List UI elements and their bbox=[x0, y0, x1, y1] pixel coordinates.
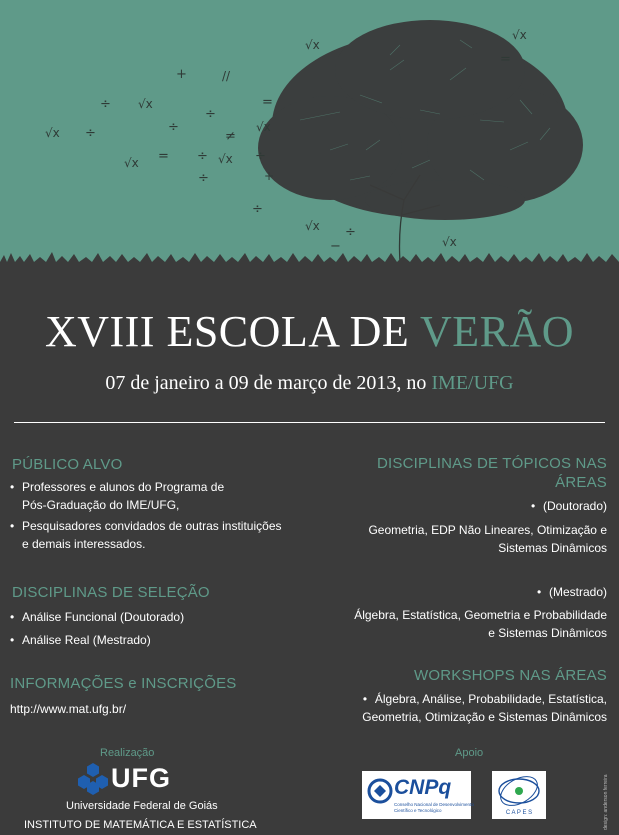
info-url[interactable]: http://www.mat.ufg.br/ bbox=[10, 702, 127, 716]
date-accent: IME/UFG bbox=[431, 372, 514, 394]
topicos-doutorado-line-2: Sistemas Dinâmicos bbox=[498, 541, 607, 555]
svg-text:÷: ÷ bbox=[345, 225, 356, 240]
svg-text:÷: ÷ bbox=[168, 120, 179, 135]
selecao-item-1: • Análise Funcional (Doutorado) bbox=[22, 608, 184, 626]
svg-text:÷: ÷ bbox=[255, 149, 266, 164]
svg-text:=: = bbox=[262, 95, 273, 110]
cnpq-sub-line-2: Científico e Tecnológico bbox=[394, 808, 442, 813]
date-text: 07 de janeiro a 09 de março de 2013, no bbox=[105, 372, 432, 394]
topicos-mestrado-line-1: Álgebra, Estatística, Geometria e Probabilidade bbox=[354, 608, 607, 622]
svg-text:÷: ÷ bbox=[205, 107, 216, 122]
svg-text:√x: √x bbox=[45, 126, 60, 140]
topicos-mestrado-label: • (Mestrado) bbox=[549, 583, 607, 601]
publico-heading: PÚBLICO ALVO bbox=[12, 456, 123, 473]
realizacao-label: Realização bbox=[100, 747, 155, 759]
svg-text:−: − bbox=[330, 239, 341, 254]
event-dates bbox=[0, 370, 619, 396]
selecao-item-2: • Análise Real (Mestrado) bbox=[22, 631, 151, 649]
institute-name: INSTITUTO DE MATEMÁTICA E ESTATÍSTICA bbox=[24, 819, 257, 831]
svg-text:≠: ≠ bbox=[225, 129, 236, 144]
capes-icon bbox=[495, 774, 543, 808]
university-name: Universidade Federal de Goiás bbox=[66, 800, 218, 812]
svg-text:√x: √x bbox=[512, 28, 527, 42]
svg-text:÷: ÷ bbox=[198, 171, 209, 186]
svg-text:=: = bbox=[158, 149, 169, 164]
svg-text:+: + bbox=[176, 67, 187, 82]
svg-text:√x: √x bbox=[138, 97, 153, 111]
ufg-logo-icon bbox=[76, 762, 110, 796]
info-heading: INFORMAÇÕES e INSCRIÇÕES bbox=[10, 675, 237, 692]
svg-text:√x: √x bbox=[256, 120, 271, 134]
topicos-heading-line-2: ÁREAS bbox=[555, 474, 607, 491]
event-title bbox=[0, 306, 619, 358]
selecao-heading: DISCIPLINAS DE SELEÇÃO bbox=[12, 584, 210, 601]
workshops-line-2: Geometria, Otimização e Sistemas Dinâmicos bbox=[362, 710, 607, 724]
svg-text:÷: ÷ bbox=[85, 126, 96, 141]
svg-text:√x: √x bbox=[442, 235, 457, 249]
divider bbox=[14, 422, 605, 423]
capes-text: C A P E S bbox=[505, 810, 533, 816]
svg-text:=: = bbox=[500, 52, 511, 67]
svg-text:√x: √x bbox=[305, 219, 320, 233]
svg-text:÷: ÷ bbox=[197, 149, 208, 164]
title-main: XVIII ESCOLA DE bbox=[44, 307, 420, 356]
svg-text:+: + bbox=[264, 169, 275, 183]
topicos-doutorado-line-1: Geometria, EDP Não Lineares, Otimização e bbox=[368, 523, 607, 537]
publico-item-2-line-2: e demais interessados. bbox=[22, 537, 146, 551]
workshops-line-1: • Álgebra, Análise, Probabilidade, Estatística, bbox=[375, 690, 607, 708]
cnpq-logo bbox=[362, 771, 474, 819]
svg-text:√x: √x bbox=[305, 38, 320, 52]
cnpq-sub-line-1: Conselho Nacional de Desenvolvimento bbox=[394, 802, 474, 807]
cnpq-icon bbox=[367, 778, 393, 804]
tree-illustration bbox=[0, 0, 619, 290]
svg-text:√x: √x bbox=[124, 156, 139, 170]
svg-text:√x: √x bbox=[218, 152, 233, 166]
ufg-logo-text: UFG bbox=[111, 763, 171, 793]
grass-silhouette bbox=[0, 252, 619, 290]
publico-item-1-line-2: Pós-Graduação do IME/UFG, bbox=[22, 498, 180, 512]
design-credit: design: anderson ferreira bbox=[603, 774, 609, 830]
workshops-heading: WORKSHOPS NAS ÁREAS bbox=[413, 667, 607, 684]
svg-text://: // bbox=[222, 69, 231, 83]
topicos-mestrado-line-2: e Sistemas Dinâmicos bbox=[488, 626, 607, 640]
topicos-heading-line-1: DISCIPLINAS DE TÓPICOS NAS bbox=[377, 455, 607, 472]
apoio-label: Apoio bbox=[455, 747, 484, 759]
publico-item-1-line-1: • Professores e alunos do Programa de bbox=[22, 478, 224, 496]
capes-logo bbox=[492, 771, 546, 819]
cnpq-text: CNPq bbox=[394, 776, 452, 799]
title-accent: VERÃO bbox=[420, 307, 575, 356]
svg-text:÷: ÷ bbox=[100, 97, 111, 112]
topicos-doutorado-label: • (Doutorado) bbox=[543, 497, 607, 515]
publico-item-2-line-1: • Pesquisadores convidados de outras instituições bbox=[22, 517, 282, 535]
svg-text:÷: ÷ bbox=[252, 202, 263, 217]
